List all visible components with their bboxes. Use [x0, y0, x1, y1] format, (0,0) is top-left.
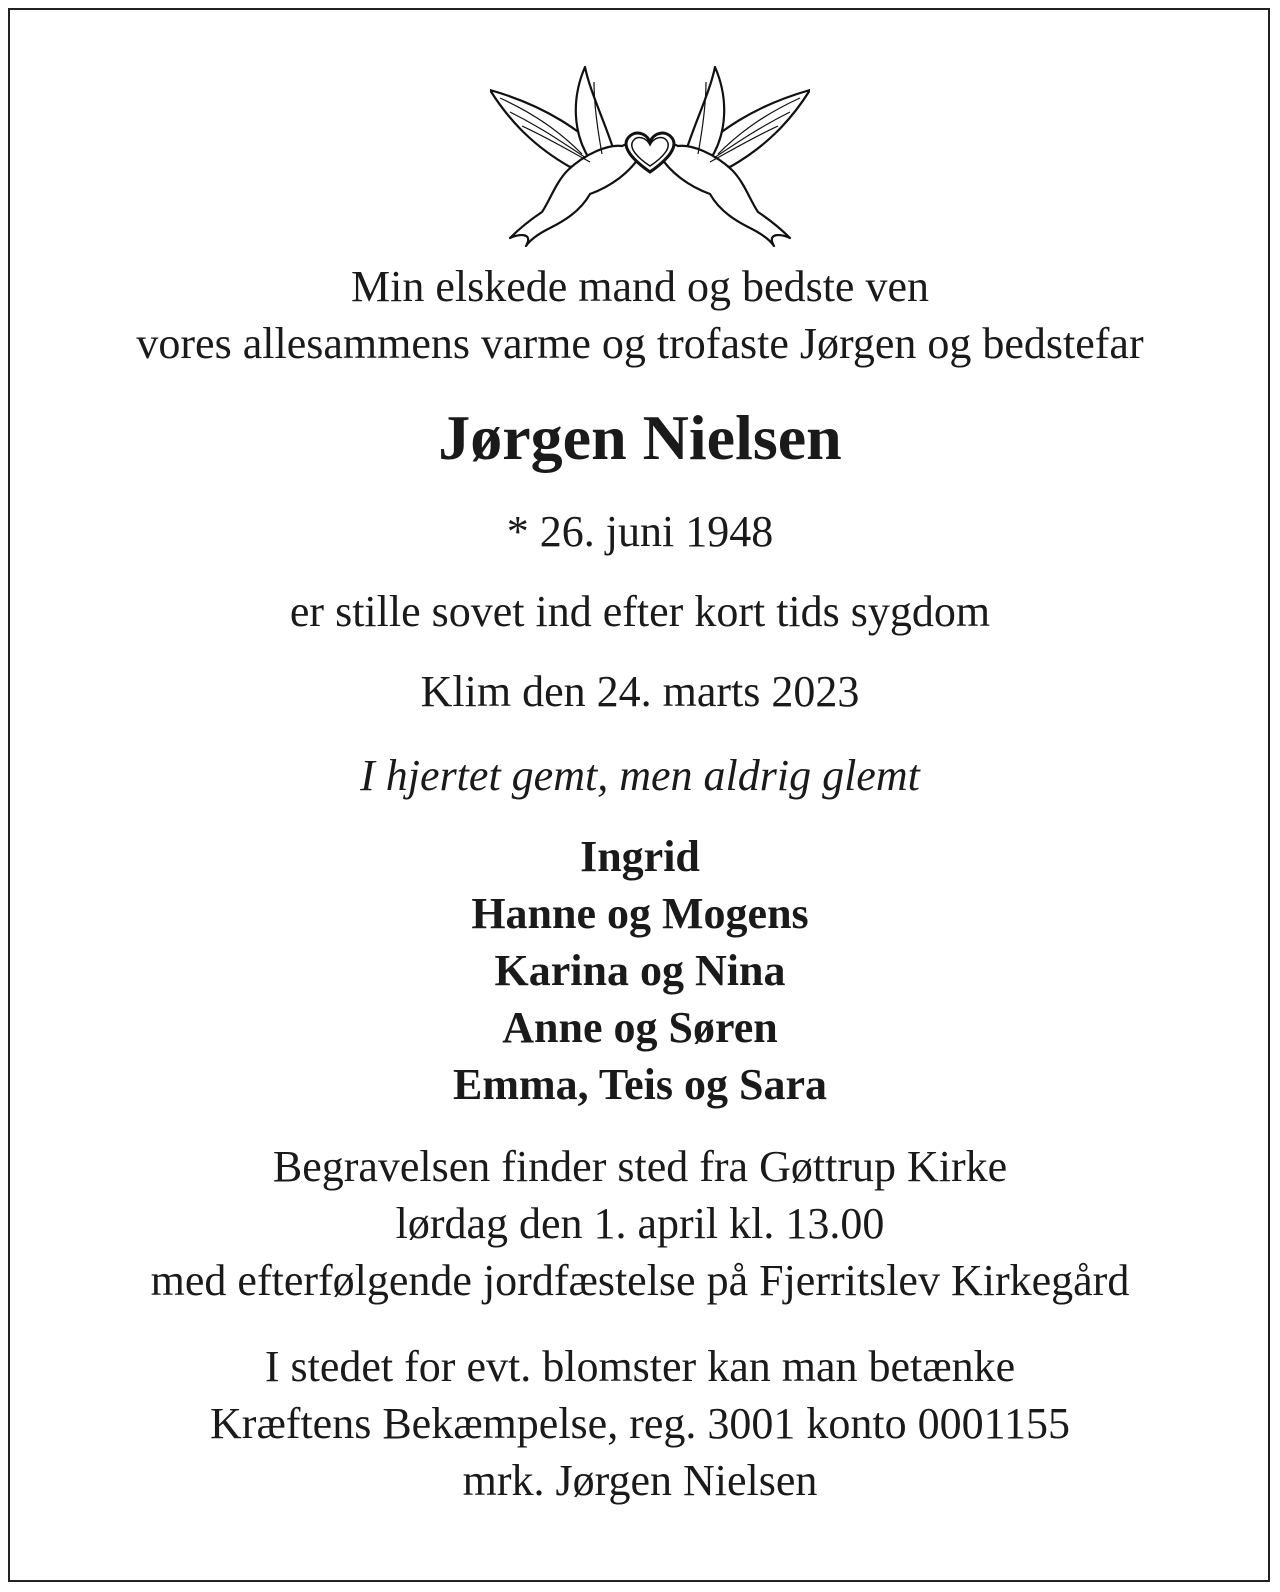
- deceased-name: Jørgen Nielsen: [438, 402, 842, 473]
- family-member: Ingrid: [580, 832, 700, 881]
- donation-line-3: mrk. Jørgen Nielsen: [462, 1456, 818, 1505]
- place-and-date: Klim den 24. marts 2023: [420, 667, 860, 716]
- family-member: Anne og Søren: [502, 1003, 778, 1052]
- birth-date: * 26. juni 1948: [506, 507, 774, 556]
- donation-line-2: Kræftens Bekæmpelse, reg. 3001 konto 0001155: [210, 1399, 1070, 1448]
- doves-with-heart-icon: [490, 62, 810, 247]
- funeral-line-1: Begravelsen finder sted fra Gøttrup Kirke: [272, 1142, 1008, 1191]
- funeral-line-2: lørdag den 1. april kl. 13.00: [395, 1199, 885, 1248]
- intro-line-2: vores allesammens varme og trofaste Jørgen og bedstefar: [136, 319, 1144, 368]
- motto: I hjertet gemt, men aldrig glemt: [360, 751, 920, 800]
- donation-line-1: I stedet for evt. blomster kan man betænke: [264, 1342, 1016, 1391]
- passing-text: er stille sovet ind efter kort tids sygdom: [289, 587, 991, 636]
- family-member: Emma, Teis og Sara: [452, 1060, 828, 1109]
- funeral-line-3: med efterfølgende jordfæstelse på Fjerritslev Kirkegård: [150, 1256, 1130, 1305]
- family-member: Hanne og Mogens: [471, 889, 809, 938]
- family-member: Karina og Nina: [494, 946, 786, 995]
- intro-line-1: Min elskede mand og bedste ven: [351, 262, 929, 311]
